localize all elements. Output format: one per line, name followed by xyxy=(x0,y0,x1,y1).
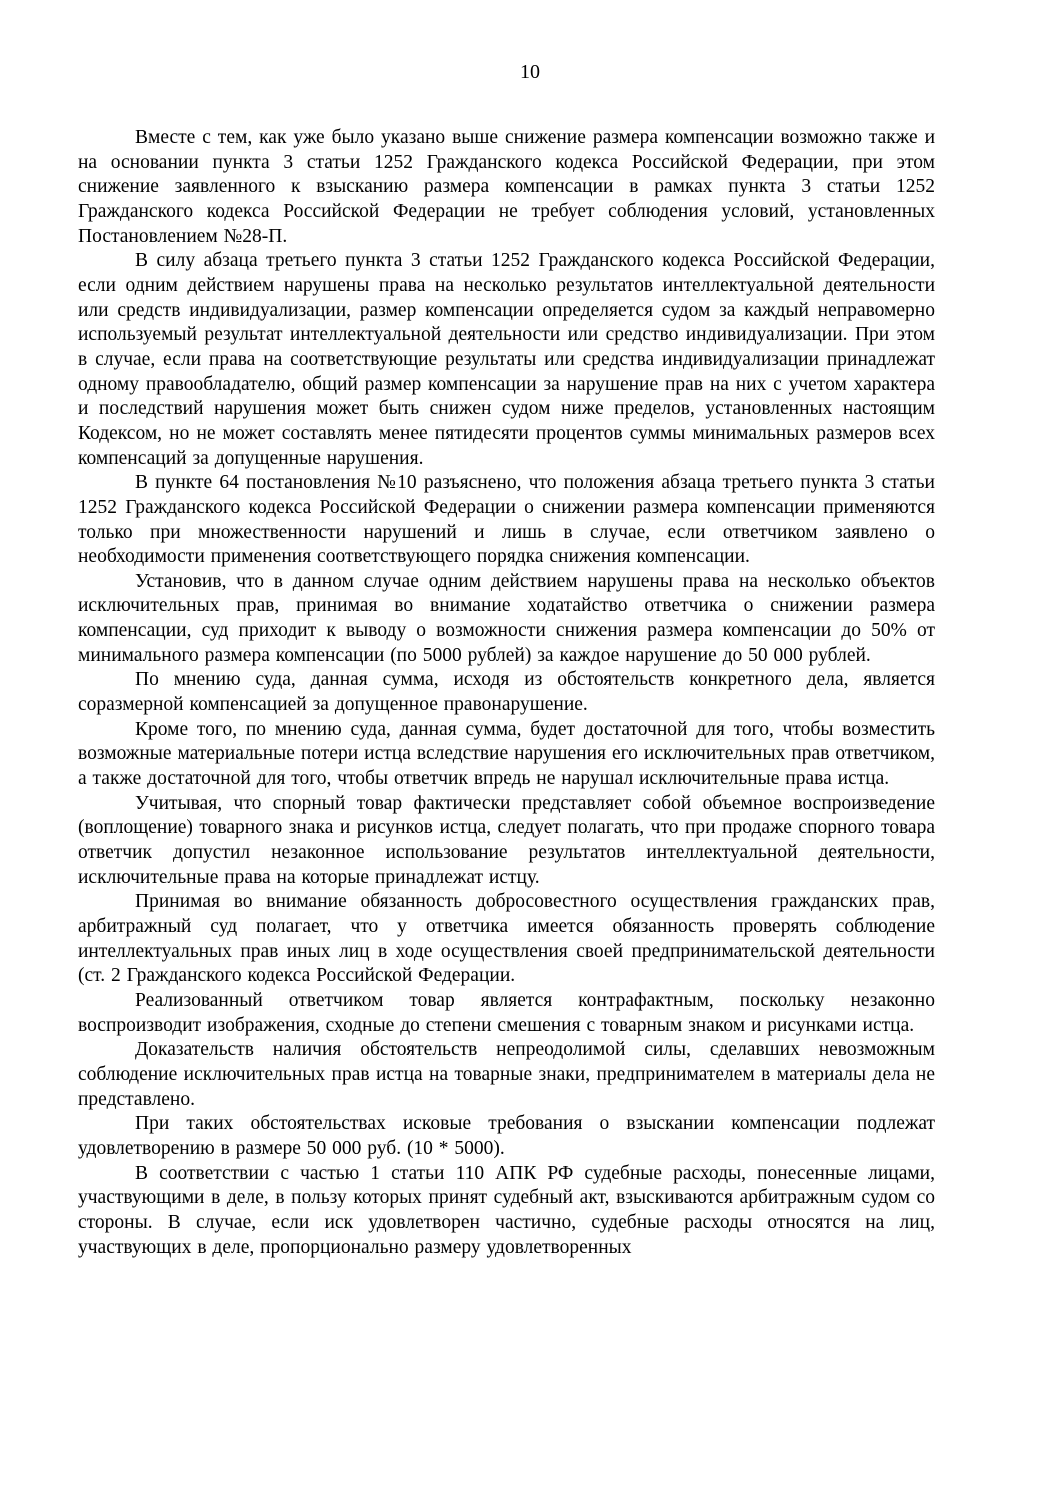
page-number: 10 xyxy=(520,61,540,83)
document-body xyxy=(78,126,935,1260)
paragraph: Принимая во внимание обязанность добросовестного осуществления гражданских прав, арбитражный суд полагает, что у ответчика имеется обязанность проверять соблюдение интеллектуальных прав иных лиц в ходе осуществления своей предпринимательской деятельности (ст. 2 Гражданского кодекса Российской Федерации. xyxy=(78,891,935,987)
paragraph: По мнению суда, данная сумма, исходя из обстоятельств конкретного дела, является соразмерной компенсацией за допущенное правонарушение. xyxy=(78,669,935,716)
paragraph: В пункте 64 постановления №10 разъяснено, что положения абзаца третьего пункта 3 статьи 1252 Гражданского кодекса Российской Федерации о снижении размера компенсации применяются только при множественности нарушений и лишь в случае, если ответчиком заявлено о необходимости применения соответствующего порядка снижения компенсации. xyxy=(78,472,935,568)
paragraph: Учитывая, что спорный товар фактически представляет собой объемное воспроизведение (воплощение) товарного знака и рисунков истца, следует полагать, что при продаже спорного товара ответчик допустил незаконное использование результатов интеллектуальной деятельности, исключительные права на которые принадлежат истцу. xyxy=(78,792,935,888)
paragraph: Кроме того, по мнению суда, данная сумма, будет достаточной для того, чтобы возместить возможные материальные потери истца вследствие нарушения его исключительных прав ответчиком, а также достаточной для того, чтобы ответчик впредь не нарушал исключительные права истца. xyxy=(78,718,935,790)
paragraph: Доказательств наличия обстоятельств непреодолимой силы, сделавших невозможным соблюдение исключительных прав истца на товарные знаки, предпринимателем в материалы дела не представлено. xyxy=(78,1039,935,1110)
paragraph: В соответствии с частью 1 статьи 110 АПК РФ судебные расходы, понесенные лицами, участвующими в деле, в пользу которых принят судебный акт, взыскиваются арбитражным судом со стороны. В случае, если иск удовлетворен частично, судебные расходы относятся на лиц, участвующих в деле, пропорционально размеру удовлетворенных xyxy=(78,1162,935,1258)
paragraph: Установив, что в данном случае одним действием нарушены права на несколько объектов исключительных прав, принимая во внимание ходатайство ответчика о снижении размера компенсации, суд приходит к выводу о возможности снижения размера компенсации до 50% от минимального размера компенсации (по 5000 рублей) за каждое нарушение до 50 000 рублей. xyxy=(78,570,935,666)
paragraph: Реализованный ответчиком товар является контрафактным, поскольку незаконно воспроизводит изображения, сходные до степени смешения с товарным знаком и рисунками истца. xyxy=(78,989,935,1036)
paragraph: В силу абзаца третьего пункта 3 статьи 1252 Гражданского кодекса Российской Федерации, если одним действием нарушены права на несколько результатов интеллектуальной деятельности или средств индивидуализации, размер компенсации определяется судом за каждый неправомерно используемый результат интеллектуальной деятельности или средство индивидуализации. При этом в случае, если права на соответствующие результаты или средства индивидуализации принадлежат одному правообладателю, общий размер компенсации за нарушение прав на них с учетом характера и последствий нарушения может быть снижен судом ниже пределов, установленных настоящим Кодексом, но не может составлять менее пятидесяти процентов суммы минимальных размеров всех компенсаций за допущенные нарушения. xyxy=(78,250,935,469)
paragraph: Вместе с тем, как уже было указано выше снижение размера компенсации возможно также и на основании пункта 3 статьи 1252 Гражданского кодекса Российской Федерации, при этом снижение заявленного к взысканию размера компенсации в рамках пункта 3 статьи 1252 Гражданского кодекса Российской Федерации не требует соблюдения условий, установленных Постановлением №28-П. xyxy=(78,127,935,247)
paragraph: При таких обстоятельствах исковые требования о взыскании компенсации подлежат удовлетворению в размере 50 000 руб. (10 * 5000). xyxy=(78,1113,935,1159)
